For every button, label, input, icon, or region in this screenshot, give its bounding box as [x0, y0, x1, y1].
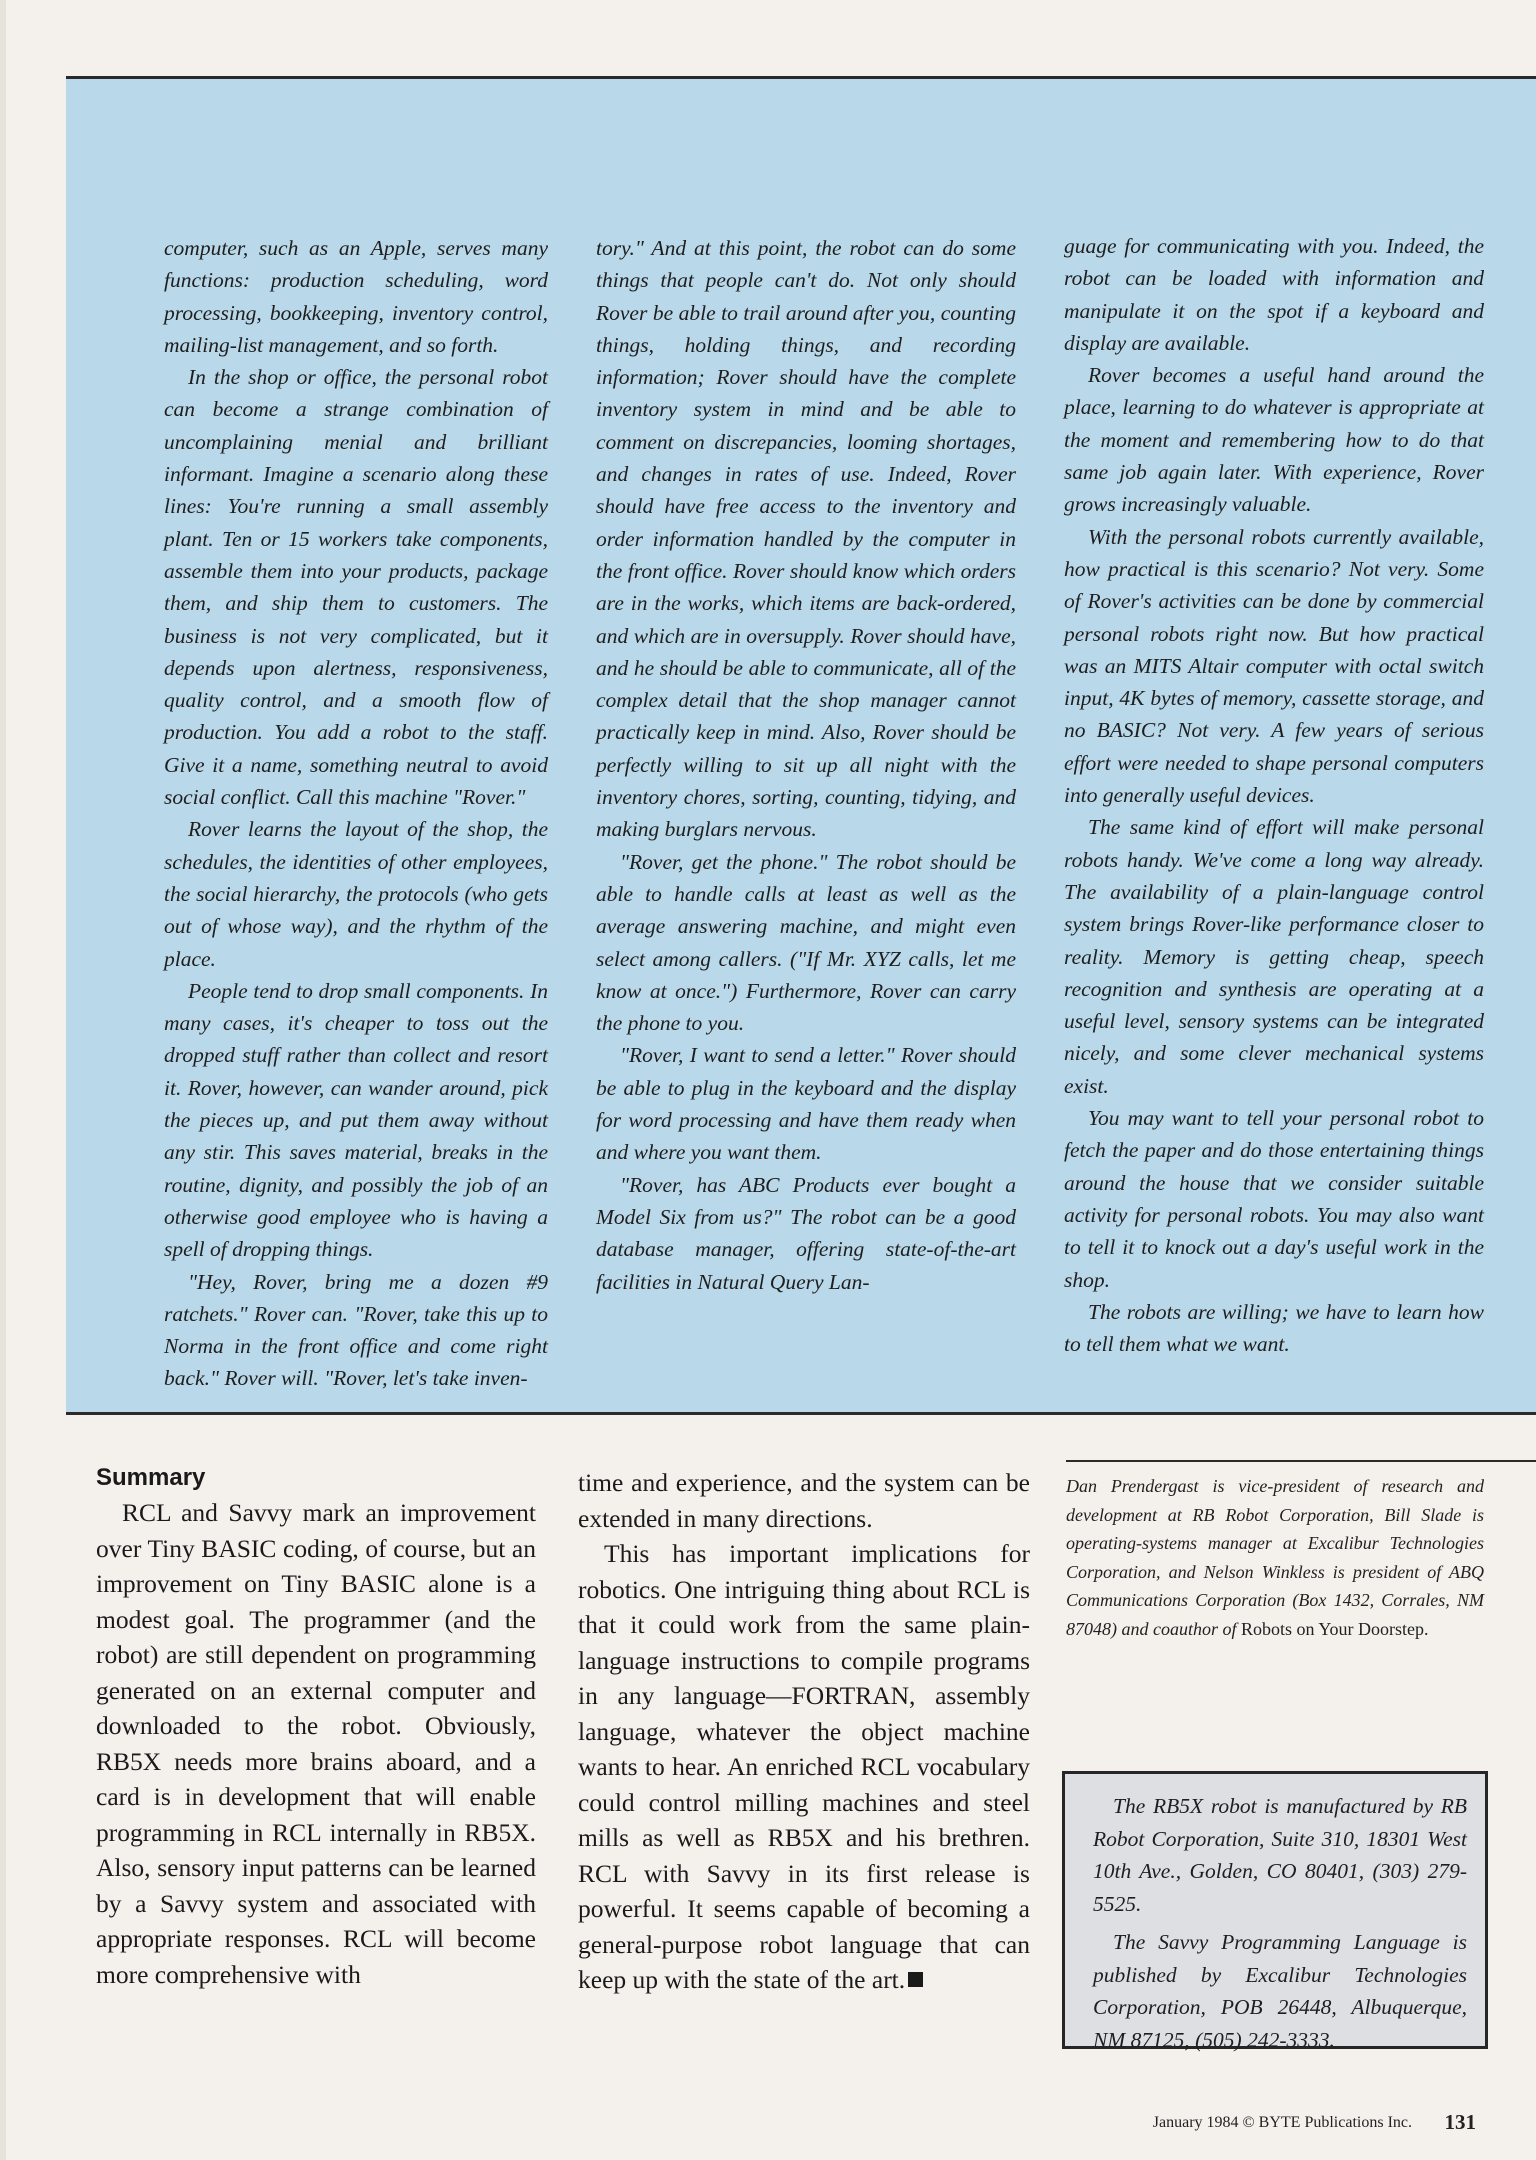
sidebar-paragraph: Rover becomes a useful hand around the place, learning to do whatever is appropriate at the moment and remembering how to do that same job again later. With experience, Rover grows increasingly valuable. — [1064, 363, 1484, 517]
sidebar-paragraph: The same kind of effort will make personal robots handy. We've come a long way already. The availability of a plain-language control system brings Rover-like performance closer to reality. Memory is getting cheap, speech recognition and synthesis are operating at a useful level, sensory systems can be integrated nicely, and some clever mechanical systems exist. — [1064, 815, 1484, 1098]
sidebar-paragraph: The robots are willing; we have to learn how to tell them what we want. — [1064, 1299, 1484, 1357]
book-title: Robots on Your Doorstep. — [1241, 1618, 1429, 1639]
article-column-1 — [96, 1461, 536, 1992]
info-paragraph: The RB5X robot is manufactured by RB Robot Corporation, Suite 310, 18301 West 10th Ave., Golden, CO 80401, (303) 279-5525. — [1093, 1794, 1467, 1916]
sidebar-paragraph: People tend to drop small components. In many cases, it's cheaper to toss out the dropped stuff rather than collect and resort it. Rover, however, can wander around, pick the pieces up, and put them away without any stir. This saves material, breaks in the routine, dignity, and possibly the job of an otherwise good employee who is having a spell of dropping things. — [164, 978, 548, 1262]
article-paragraph-text: This has important implications for robotics. One intriguing thing about RCL is that it could work from the same plain-language instructions to compile programs in any language—FORTRAN, assembly language, whatever the object machine wants to hear. An enriched RCL vocabulary could control milling machines and steel mills as well as RB5X and his brethren. RCL with Savvy in its first release is powerful. It seems capable of becoming a general-purpose robot language that can keep up with the state of the art. — [578, 1539, 1030, 1994]
article-paragraph — [578, 1536, 1030, 1998]
author-bio-body: Dan Prendergast is vice-president of research and development at RB Robot Corporation, Bill Slade is operating-systems manager at Excalibur Technologies Corporation, and Nelson Winkless is president of ABQ Communications Corporation (Box 1432, Corrales, NM 87048) and coauthor of — [1066, 1476, 1484, 1639]
sidebar-paragraph: With the personal robots currently available, how practical is this scenario? Not very. Some of Rover's activities can be done by commercial personal robots right now. But how practical was an MITS Altair computer with octal switch input, 4K bytes of memory, cassette storage, and no BASIC? Not very. A few years of serious effort were needed to shape personal computers into generally useful devices. — [1064, 524, 1484, 808]
sidebar-paragraph: "Hey, Rover, bring me a dozen #9 ratchets." Rover can. "Rover, take this up to Norma in the front office and come right back." Rover will. "Rover, let's take inven- — [164, 1269, 548, 1391]
sidebar-paragraph: In the shop or office, the personal robot can become a strange combination of uncomplaining menial and brilliant informant. Imagine a scenario along these lines: You're running a small assembly plant. Ten or 15 workers take components, assemble them into your products, package them, and ship them to customers. The business is not very complicated, but it depends upon alertness, responsiveness, quality control, and a smooth flow of production. You add a robot to the staff. Give it a name, something neutral to avoid social conflict. Call this machine "Rover." — [164, 365, 548, 810]
sidebar-paragraph: tory." And at this point, the robot can do some things that people can't do. Not only should Rover be able to trail around after you, counting things, holding things, and recording information; Rover should have the complete inventory system in mind and be able to comment on discrepancies, looming shortages, and changes in rates of use. Indeed, Rover should have free access to the inventory and order information handled by the computer in the front office. Rover should know which orders are in the works, which items are back-ordered, and which are in oversupply. Rover should have, and he should be able to communicate, all of the complex detail that the shop manager cannot practically keep in mind. Also, Rover should be perfectly willing to sit up all night with the inventory chores, sorting, counting, tidying, and making burglars nervous. — [596, 236, 1016, 842]
page-number: 131 — [1444, 2110, 1476, 2134]
article-column-2 — [578, 1465, 1030, 1998]
product-info-box — [1062, 1771, 1488, 2052]
sidebar-column-3 — [1064, 230, 1484, 1360]
issue-line: January 1984 © BYTE Publications Inc. — [1152, 2114, 1412, 2131]
sidebar-paragraph: "Rover, I want to send a letter." Rover should be able to plug in the keyboard and the display for word processing and have them ready when and where you want them. — [596, 1043, 1016, 1165]
page-footer — [1056, 2110, 1476, 2140]
article-paragraph: time and experience, and the system can be extended in many directions. — [578, 1468, 1030, 1533]
sidebar-paragraph: "Rover, has ABC Products ever bought a Model Six from us?" The robot can be a good database manager, offering state-of-the-art facilities in Natural Query Lan- — [596, 1172, 1016, 1294]
sidebar-paragraph: "Rover, get the phone." The robot should be able to handle calls at least as well as the average answering machine, and might even select among callers. ("If Mr. XYZ calls, let me know at once.") Furthermore, Rover can carry the phone to you. — [596, 849, 1016, 1036]
info-paragraph: The Savvy Programming Language is published by Excalibur Technologies Corporation, POB 26448, Albuquerque, NM 87125, (505) 242-3333. — [1093, 1930, 1467, 2052]
author-bio-text — [1066, 1472, 1484, 1643]
sidebar-paragraph: guage for communicating with you. Indeed, the robot can be loaded with information and manipulate it on the spot if a keyboard and display are available. — [1064, 234, 1484, 355]
bio-rule — [1066, 1460, 1536, 1462]
end-of-article-mark — [908, 1972, 923, 1987]
author-bio — [1066, 1472, 1484, 1643]
sidebar-paragraph: You may want to tell your personal robot to fetch the paper and do those entertaining things around the house that we consider suitable activity for personal robots. You may also want to tell it to knock out a day's useful work in the shop. — [1064, 1106, 1484, 1292]
sidebar-paragraph: Rover learns the layout of the shop, the schedules, the identities of other employees, the social hierarchy, the protocols (who gets out of whose way), and the rhythm of the place. — [164, 817, 548, 971]
sidebar-column-1 — [164, 232, 548, 1395]
scan-margin — [0, 0, 6, 2160]
sidebar-paragraph: computer, such as an Apple, serves many functions: production scheduling, word processing, bookkeeping, inventory control, mailing-list management, and so forth. — [164, 236, 548, 357]
sidebar-column-2 — [596, 232, 1016, 1298]
section-heading: Summary — [96, 1464, 206, 1491]
article-paragraph: RCL and Savvy mark an improvement over Tiny BASIC coding, of course, but an improvement on Tiny BASIC alone is a modest goal. The programmer (and the robot) are still dependent on programming generated on an external computer and downloaded to the robot. Obviously, RB5X needs more brains aboard, and a card is in development that will enable programming in RCL internally in RB5X. Also, sensory input patterns can be learned by a Savvy system and associated with appropriate responses. RCL will become more comprehensive with — [96, 1498, 536, 1989]
